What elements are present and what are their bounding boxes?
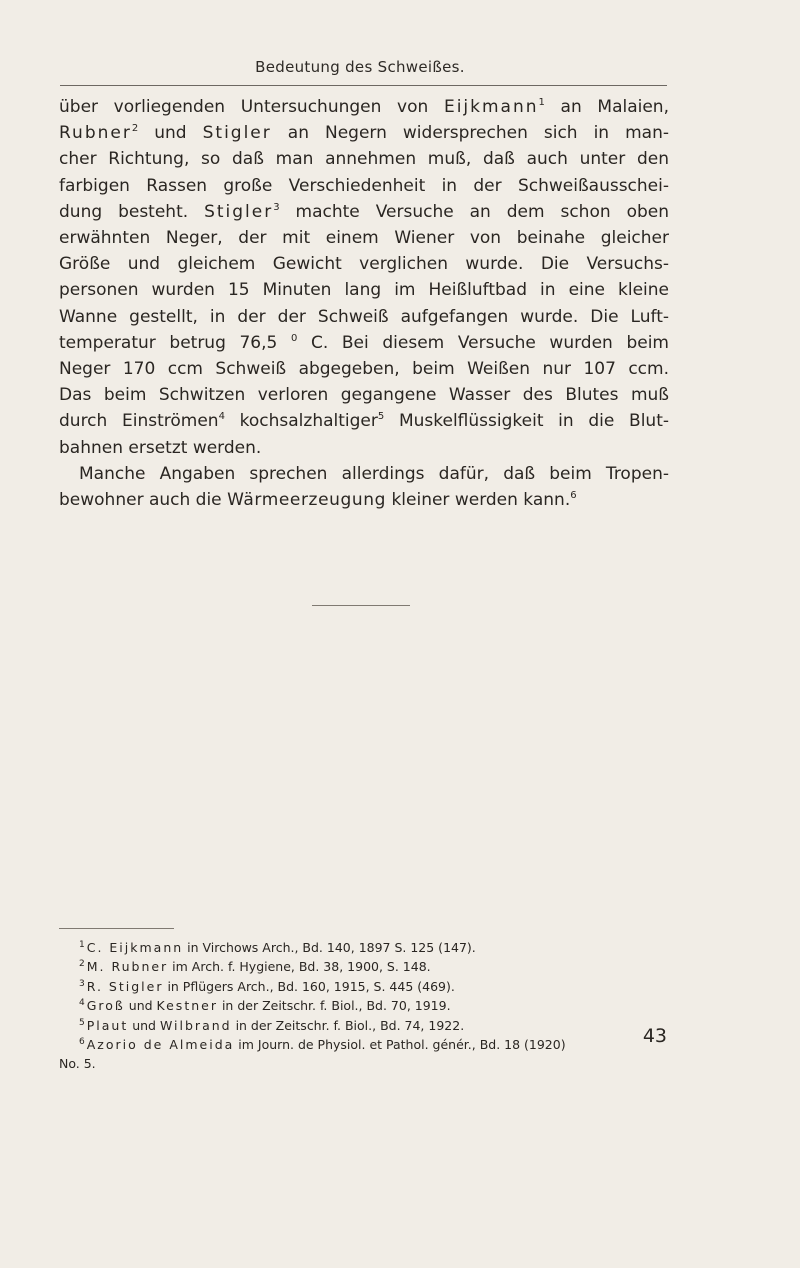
section-divider bbox=[312, 605, 410, 606]
text-line: durch Einströmen$^4$ kochsalzhaltiger$^5$ Muskelflüssigkeit in die Blut- bbox=[59, 411, 670, 432]
text-line: über vorliegenden Untersuchungen von Eijkmann$^1$ an Malaien, bbox=[59, 97, 669, 117]
page-number: 43 bbox=[642, 1025, 667, 1047]
footnote-author: C. Eijkmann bbox=[86, 940, 184, 955]
footnote-author: Azorio de Almeida bbox=[86, 1037, 235, 1053]
footnote-continuation: No. 5. bbox=[59, 1056, 96, 1072]
footnote-ref: 2 bbox=[131, 123, 139, 135]
author-name: Stigler bbox=[202, 123, 272, 144]
text-line: farbigen Rassen große Verschiedenheit in der Schweißausschei- bbox=[59, 175, 669, 196]
footnote: $^2$ M. Rubner im Arch. f. Hygiene, Bd. 38, 1900, S. 148. bbox=[79, 959, 431, 975]
footnote-author: R. Stigler bbox=[86, 978, 164, 994]
text-line: erwähnten Neger, der mit einem Wiener von beinahe gleicher bbox=[59, 228, 669, 249]
text-line: temperatur betrug 76,5 $^0$ C. Bei diesem Versuche wurden beim bbox=[59, 332, 669, 353]
footnote: $^5$ Plaut und Wilbrand in der Zeitschr. f. Biol., Bd. 74, 1922. bbox=[79, 1017, 465, 1033]
footnotes bbox=[59, 938, 671, 1074]
footnote-ref: 6 bbox=[570, 490, 577, 502]
footnote-author: M. Rubner bbox=[86, 959, 169, 975]
footnote: $^4$ Groß und Kestner in der Zeitschr. f. Biol., Bd. 70, 1919. bbox=[79, 998, 451, 1014]
footnote: $^3$ R. Stigler in Pflügers Arch., Bd. 160, 1915, S. 445 (469). bbox=[79, 978, 455, 994]
footnote-ref: 4 bbox=[218, 411, 225, 423]
footnote-ref: 5 bbox=[377, 411, 385, 423]
text-line: personen wurden 15 Minuten lang im Heißluftbad in eine kleine bbox=[59, 280, 669, 301]
text-line: bahnen ersetzt werden. bbox=[59, 437, 262, 458]
text-line: Manche Angaben sprechen allerdings dafür, daß beim Tropen- bbox=[79, 463, 669, 484]
text-line: Neger 170 ccm Schweiß abgegeben, beim Weißen nur 107 ccm. bbox=[59, 359, 669, 380]
footnote-ref: 3 bbox=[273, 201, 280, 213]
text-line: bewohner auch die Wärmeerzeugung kleiner werden kann.$^6$ bbox=[59, 490, 577, 511]
degree-mark: 0 bbox=[290, 332, 298, 344]
running-head: Bedeutung des Schweißes. bbox=[255, 58, 465, 76]
author-name: Rubner bbox=[59, 123, 132, 144]
footnote-author: Wilbrand bbox=[159, 1017, 232, 1033]
text-line: Das beim Schwitzen verloren gegangene Wasser des Blutes muß bbox=[59, 385, 669, 406]
footnote-ref: 1 bbox=[538, 97, 545, 108]
footnote-author: Groß bbox=[86, 998, 125, 1014]
emphasized-term: Wärmeerzeugung bbox=[227, 490, 387, 511]
text-line: dung besteht. Stigler$^3$ machte Versuche an dem schon oben bbox=[59, 201, 669, 222]
footnote: $^1$ C. Eijkmann in Virchows Arch., Bd. 140, 1897 S. 125 (147). bbox=[79, 940, 476, 955]
footnote-author: Plaut bbox=[86, 1017, 129, 1033]
footnote-author: Kestner bbox=[156, 998, 218, 1014]
text-line: Größe und gleichem Gewicht verglichen wurde. Die Versuchs- bbox=[59, 254, 669, 275]
author-name: Eijkmann bbox=[443, 97, 539, 117]
header-rule bbox=[60, 85, 667, 86]
text-line: Rubner$^2$ und Stigler an Negern widersprechen sich in man- bbox=[59, 123, 669, 144]
text-line: cher Richtung, so daß man annehmen muß, daß auch unter den bbox=[59, 149, 669, 170]
main-paragraph bbox=[59, 94, 669, 513]
footnote-rule bbox=[59, 928, 174, 929]
author-name: Stigler bbox=[204, 201, 274, 222]
text-line: Wanne gestellt, in der der Schweiß aufgefangen wurde. Die Luft- bbox=[59, 306, 669, 327]
footnote: $^6$ Azorio de Almeida im Journ. de Physiol. et Pathol. génér., Bd. 18 (1920) bbox=[79, 1037, 566, 1053]
